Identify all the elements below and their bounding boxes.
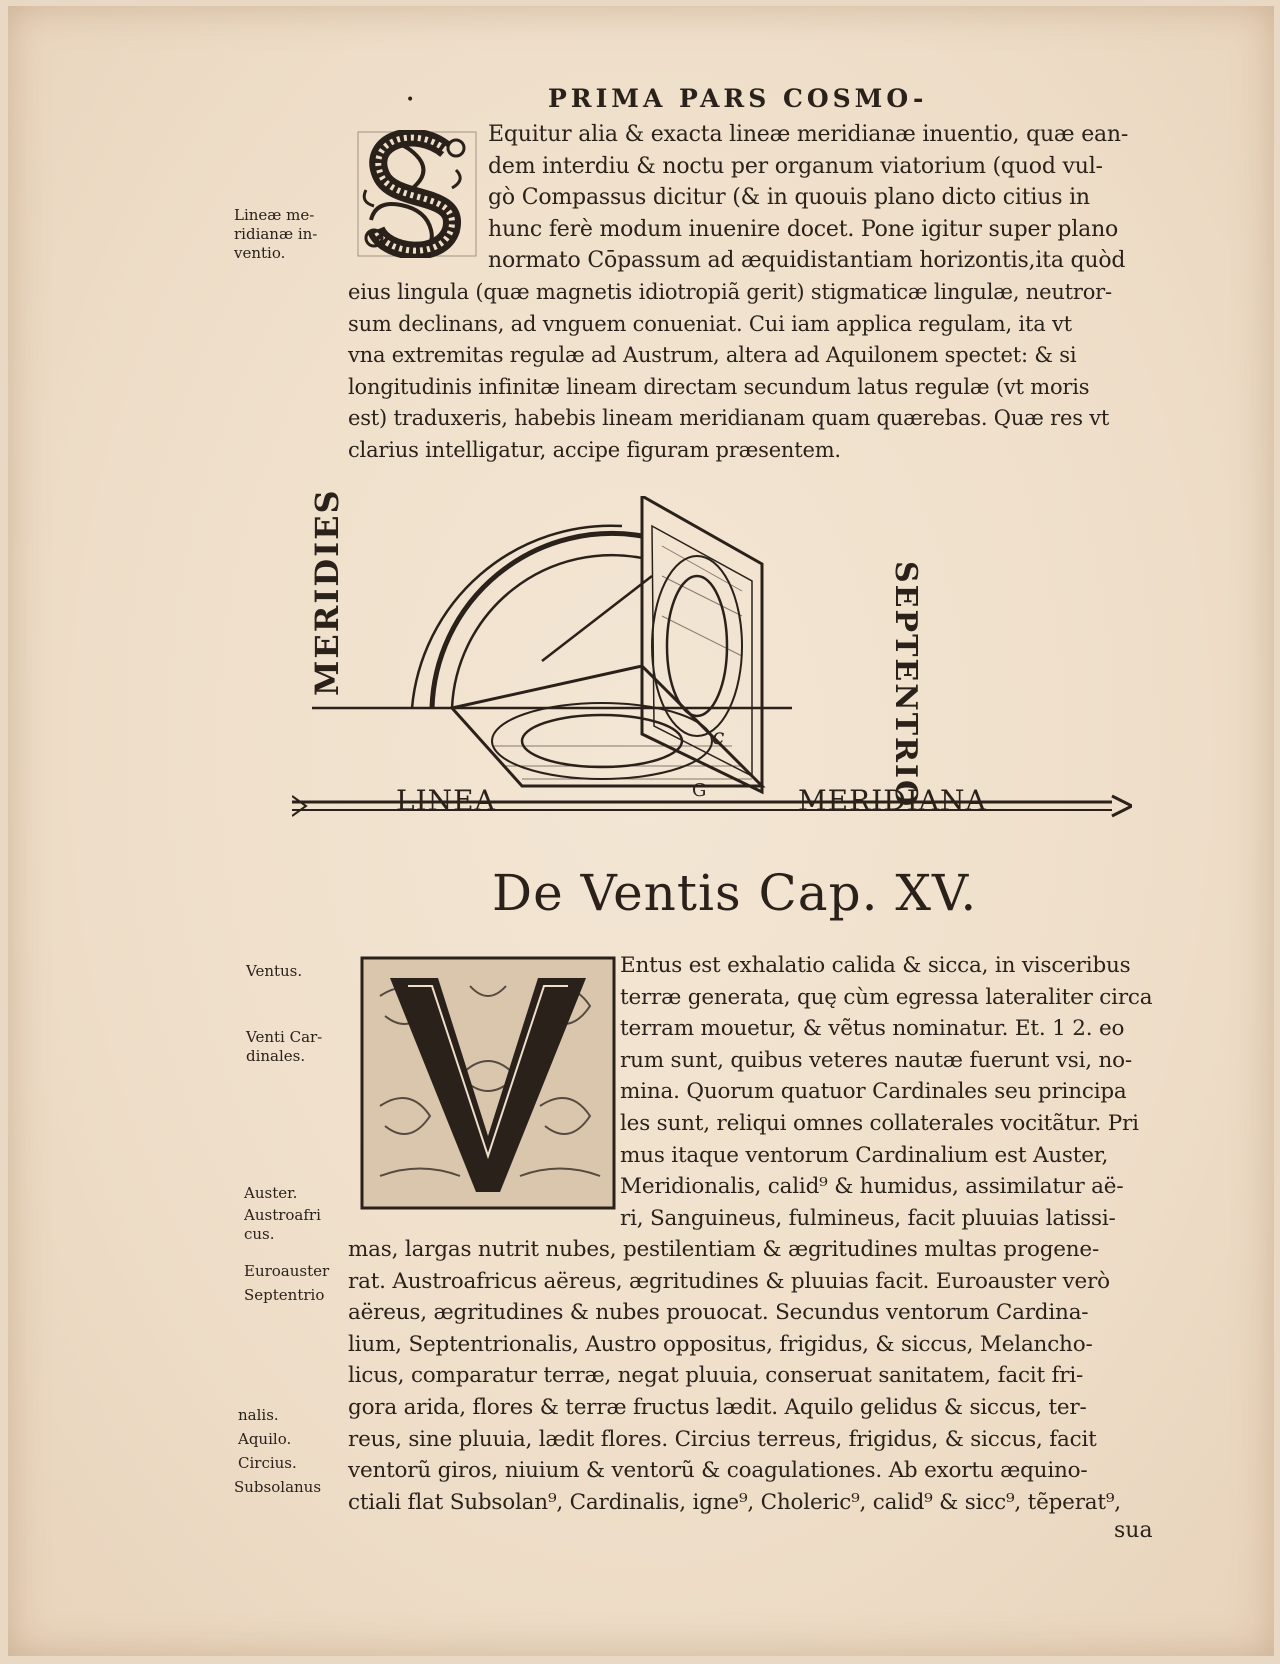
text-line: rum sunt, quibus veteres nautæ fuerunt vsi, no- [620, 1047, 1132, 1073]
text-line: longitudinis infinitæ lineam directam secundum latus regulæ (vt moris [348, 374, 1090, 399]
margin-note-austroafricus [244, 1206, 321, 1244]
text-line: est) traduxeris, habebis lineam meridianam quam quærebas. Quæ res vt [348, 406, 1110, 431]
text-line: dem interdiu & noctu per organum viatorium (quod vul- [488, 153, 1103, 179]
text-line: Meridionalis, calid⁹ & humidus, assimilatur aë- [620, 1174, 1124, 1200]
margin-note-line: ventio. [234, 244, 286, 262]
text-line: normato Cōpassum ad æquidistantiam horizontis,ita quòd [488, 248, 1126, 274]
margin-note-linea-meridiana [234, 206, 317, 263]
margin-note-venti-cardinales [246, 1028, 322, 1066]
text-line: ri, Sanguineus, fulmineus, facit pluuias latissi- [620, 1205, 1116, 1231]
text-line: rat. Austroafricus aëreus, ægritudines & pluuias facit. Euroauster verò [348, 1268, 1110, 1294]
figure-label-linea: LINEA [396, 784, 496, 817]
margin-note-line: Lineæ me- [234, 206, 315, 224]
margin-note-line: dinales. [246, 1047, 306, 1065]
paragraph-2-full [348, 1234, 1121, 1518]
margin-note-ventus: Ventus. [246, 962, 303, 980]
text-line: les sunt, reliqui omnes collaterales vocitãtur. Pri [620, 1110, 1139, 1136]
text-line: eius lingula (quæ magnetis idiotropiã gerit) stigmaticæ lingulæ, neutror- [348, 280, 1112, 304]
text-line: gora arida, flores & terræ fructus lædit. Aquilo gelidus & siccus, ter- [348, 1394, 1087, 1420]
paragraph-2-indented [620, 950, 1152, 1234]
text-line: ventorũ giros, niuium & ventorũ & coagulationes. Ab exortu æquino- [348, 1458, 1088, 1484]
text-line: terram mouetur, & vẽtus nominatur. Et. 1 2. eo [620, 1016, 1125, 1042]
ink-dot: • [406, 92, 415, 108]
margin-note-line: cus. [244, 1225, 275, 1243]
figure-label-meridies: MERIDIES [308, 488, 346, 696]
paragraph-1-indented [488, 119, 1128, 277]
figure-letter-c: c [712, 725, 725, 750]
margin-note-line: Venti Car- [246, 1028, 323, 1046]
text-line: aëreus, ægritudines & nubes prouocat. Secundus ventorum Cardina- [348, 1300, 1089, 1326]
figure-letter-g: G [692, 780, 707, 801]
figure-label-meridiana: MERIDIANA [798, 784, 987, 817]
margin-note-aquilo: Aquilo. [238, 1430, 292, 1448]
figure-label-septentrio: SEPTENTRIO [888, 561, 923, 809]
text-line: reus, sine pluuia, lædit flores. Circius terreus, frigidus, & siccus, facit [348, 1426, 1097, 1452]
text-line: gò Compassus dicitur (& in quouis plano dicto citius in [488, 185, 1090, 211]
text-line: Entus est exhalatio calida & sicca, in visceribus [620, 953, 1131, 978]
running-head: PRIMA PARS COSMO- [548, 84, 928, 113]
paragraph-1-full [348, 277, 1112, 467]
text-line: licus, comparatur terræ, negat pluuia, conseruat sanitatem, facit fri- [348, 1363, 1084, 1389]
text-line: clarius intelligatur, accipe figuram præsentem. [348, 437, 841, 462]
text-line: lium, Septentrionalis, Austro oppositus, frigidus, & siccus, Melancho- [348, 1331, 1093, 1357]
text-line: terræ generata, quę cùm egressa lateraliter circa [620, 984, 1153, 1010]
text-line: sum declinans, ad vnguem conueniat. Cui iam applica regulam, ita vt [348, 311, 1072, 336]
margin-note-septentrio: Septentrio [244, 1286, 325, 1304]
decorated-initial-v [360, 956, 616, 1210]
text-line: hunc ferè modum inuenire docet. Pone igitur super plano [488, 216, 1119, 242]
text-line: mina. Quorum quatuor Cardinales seu principa [620, 1079, 1127, 1105]
text-line: vna extremitas regulæ ad Austrum, altera ad Aquilonem spectet: & si [348, 343, 1077, 368]
decorated-initial-s [356, 130, 478, 258]
margin-note-nalis: nalis. [238, 1406, 279, 1424]
margin-note-subsolanus: Subsolanus [234, 1478, 322, 1496]
margin-note-circius: Circius. [238, 1454, 297, 1472]
catchword: sua [1114, 1518, 1153, 1543]
margin-note-line: ridianæ in- [234, 225, 318, 243]
text-line: ctiali flat Subsolan⁹, Cardinalis, igne⁹, Choleric⁹, calid⁹ & sicc⁹, tẽperat⁹, [348, 1489, 1121, 1515]
text-line: mas, largas nutrit nubes, pestilentiam & ægritudines multas progene- [348, 1237, 1100, 1262]
margin-note-euroauster: Euroauster [244, 1262, 330, 1280]
page [8, 6, 1274, 1656]
text-line: Equitur alia & exacta lineæ meridianæ inuentio, quæ ean- [488, 122, 1129, 147]
chapter-title: De Ventis Cap. XV. [492, 864, 978, 922]
margin-note-auster: Auster. [244, 1184, 298, 1202]
text-line: mus itaque ventorum Cardinalium est Auster, [620, 1142, 1109, 1168]
margin-note-line: Austroafri [244, 1206, 321, 1224]
